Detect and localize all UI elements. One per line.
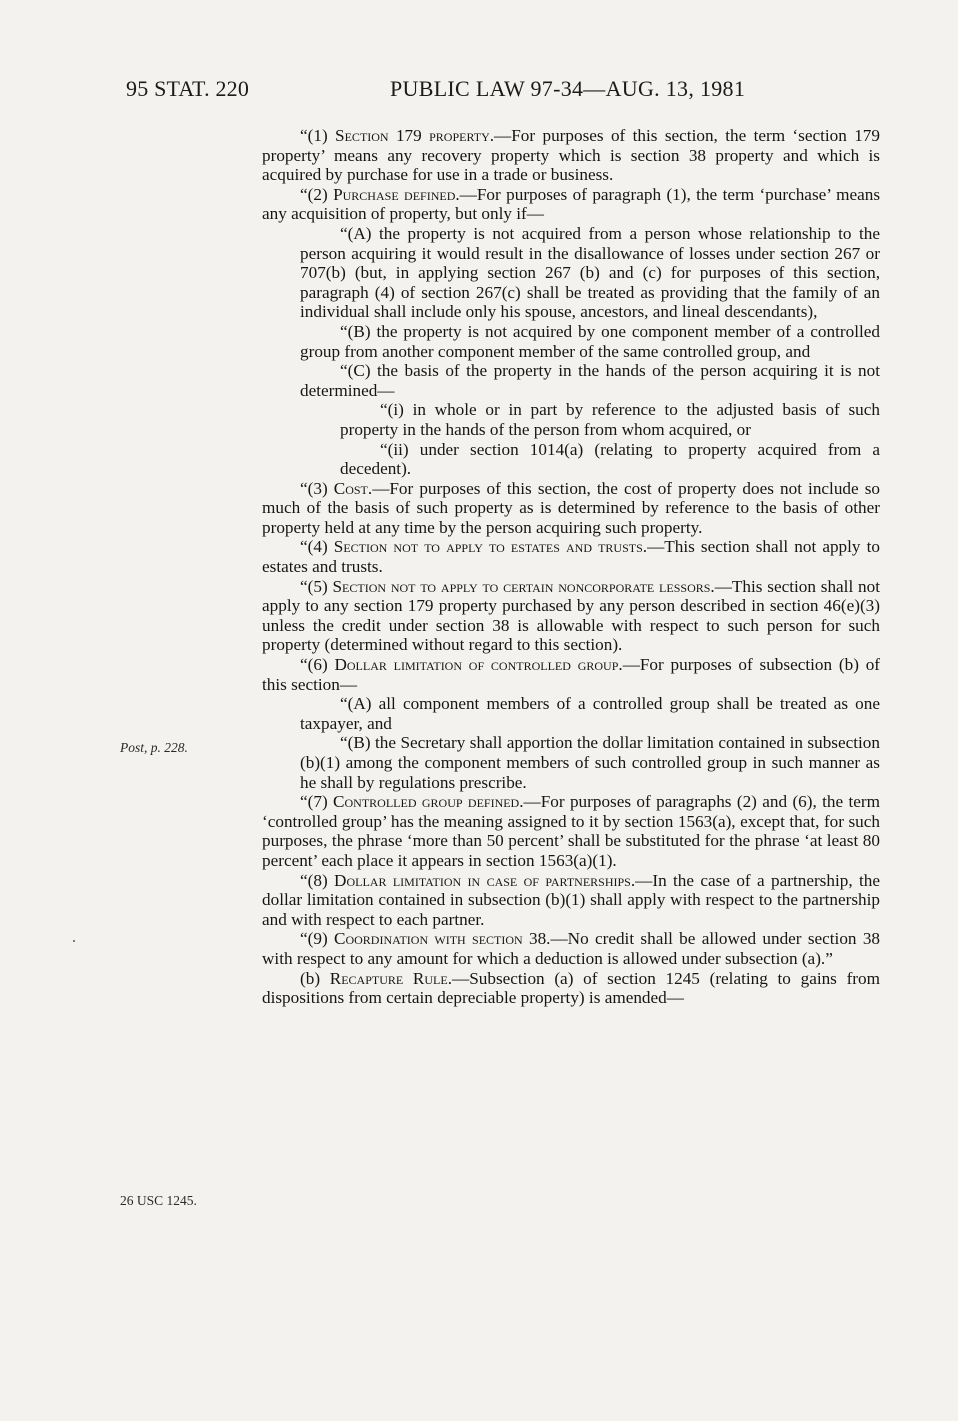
text-run: —In the case of a partnership, the dollar limitation contained in subsection (b)(1) shall apply with respect to the partnership and with respect to each partner. [262, 870, 880, 929]
subsection-b [262, 969, 880, 1008]
clause-2c-ii [262, 440, 880, 479]
text-run: —No credit shall be allowed under section 38 with respect to any amount for which a deduction is allowed under subsection (a).” [262, 929, 881, 968]
text-run: “(4) [300, 537, 334, 557]
subparagraph-2b [262, 322, 880, 361]
paragraph-9 [262, 929, 880, 968]
statute-body [262, 126, 880, 1008]
text-run: “(B) [340, 321, 377, 341]
paragraph-heading: Dollar limitation of controlled group. [334, 655, 623, 675]
paragraph-6 [262, 655, 880, 694]
text-run: “(A) [340, 223, 380, 243]
text-run: —This section shall not apply to any section 179 property purchased by any person described in section 46(e)(3) unless the credit under section 38 is allowable with respect to such person for such property (determined without regard to this section). [262, 576, 881, 655]
paragraph-heading: Cost. [333, 478, 373, 498]
paragraph-4 [262, 537, 880, 576]
text-run: —For purposes of this section, the term ‘section 179 property’ means any recovery property which is section 38 property and which is acquired by purchase for use in a trade or business. [262, 126, 880, 185]
scan-speck [73, 940, 75, 942]
subparagraph-2c [262, 361, 880, 400]
text-run: the Secretary shall apportion the dollar limitation contained in subsection (b)(1) among the component members of such controlled group in such manner as he shall by regulations prescribe. [300, 733, 880, 792]
text-run: the property is not acquired by one component member of a controlled group from another component member of the same controlled group, and [300, 321, 880, 361]
text-run: (b) [300, 968, 330, 988]
statute-page-number: 95 STAT. 220 [126, 76, 250, 101]
margin-note-usc [120, 1193, 197, 1209]
text-run: “(i) [380, 400, 413, 420]
text-run: the property is not acquired from a person whose relationship to the person acquiring it would result in the disallowance of losses under section 267 or 707(b) (but, in applying section 267 (b) and (c) for purposes of this section, paragraph (4) of section 267(c) shall be treated as providing that the family of an individual shall include only his spouse, ancestors, and lineal descendants), [300, 223, 880, 322]
paragraph-5 [262, 577, 880, 655]
subparagraph-6b [262, 733, 880, 792]
clause-2c-i [262, 400, 880, 439]
text-run: all component members of a controlled group shall be treated as one taxpayer, and [300, 694, 880, 733]
text-run: “(C) [340, 361, 378, 381]
paragraph-7 [262, 792, 880, 870]
text-run: “(ii) [380, 439, 420, 459]
text-run: “(5) [300, 576, 333, 596]
public-law-title: PUBLIC LAW 97-34—AUG. 13, 1981 [390, 76, 746, 101]
paragraph-heading: Dollar limitation in case of partnerships. [334, 870, 636, 890]
paragraph-heading: Section not to apply to estates and trusts. [333, 537, 648, 557]
running-head [0, 76, 958, 106]
text-run: —Subsection (a) of section 1245 (relating to gains from dispositions from certain depreciable property) is amended— [262, 968, 880, 1008]
paragraph-heading: Controlled group defined. [333, 792, 524, 812]
paragraph-heading: Section 179 property. [335, 126, 495, 145]
subparagraph-6a [262, 694, 880, 733]
text-run: “(B) [340, 733, 375, 753]
text-run: “(6) [300, 655, 335, 675]
text-run: —For purposes of paragraph (1), the term ‘purchase’ means any acquisition of property, but only if— [262, 184, 881, 224]
paragraph-heading: Purchase defined. [333, 184, 460, 204]
text-run: “(7) [300, 792, 334, 812]
paragraph-8 [262, 871, 880, 930]
text-run: “(3) [300, 478, 334, 498]
text-run: —For purposes of this section, the cost of property does not include so much of the basis of such property as is determined by reference to the basis of other property held at any time by the person acquiring such property. [262, 478, 880, 537]
text-run: —This section shall not apply to estates and trusts. [262, 537, 880, 577]
paragraph-heading: Coordination with section 38. [333, 929, 551, 949]
paragraph-2 [262, 185, 880, 224]
text-run: “(8) [300, 870, 335, 890]
text-run: “(A) [340, 694, 379, 714]
text-run: —For purposes of subsection (b) of this section— [262, 655, 881, 694]
text-run: “(2) [300, 184, 334, 204]
margin-note-post [120, 740, 188, 756]
paragraph-3 [262, 479, 880, 538]
margin-note-post-text: Post, p. 228. [120, 740, 188, 755]
text-run: the basis of the property in the hands of the person acquiring it is not determined— [300, 361, 880, 400]
margin-note-usc-text: 26 USC 1245. [120, 1193, 197, 1208]
text-run: “(1) [300, 126, 336, 145]
text-run: under section 1014(a) (relating to property acquired from a decedent). [340, 439, 880, 479]
text-run: —For purposes of paragraphs (2) and (6), the term ‘controlled group’ has the meaning assigned to it by section 1563(a), except that, for such purposes, the phrase ‘more than 50 percent’ shall be substituted for the phrase ‘at least 80 percent’ each place it appears in section 1563(a)(1). [262, 792, 881, 870]
subparagraph-2a [262, 224, 880, 322]
paragraph-1 [262, 126, 880, 185]
text-run: in whole or in part by reference to the adjusted basis of such property in the hands of the person from whom acquired, or [340, 400, 880, 439]
paragraph-heading: Recapture Rule. [329, 968, 453, 988]
text-run: “(9) [300, 929, 334, 949]
paragraph-heading: Section not to apply to certain noncorporate lessors. [332, 576, 715, 596]
